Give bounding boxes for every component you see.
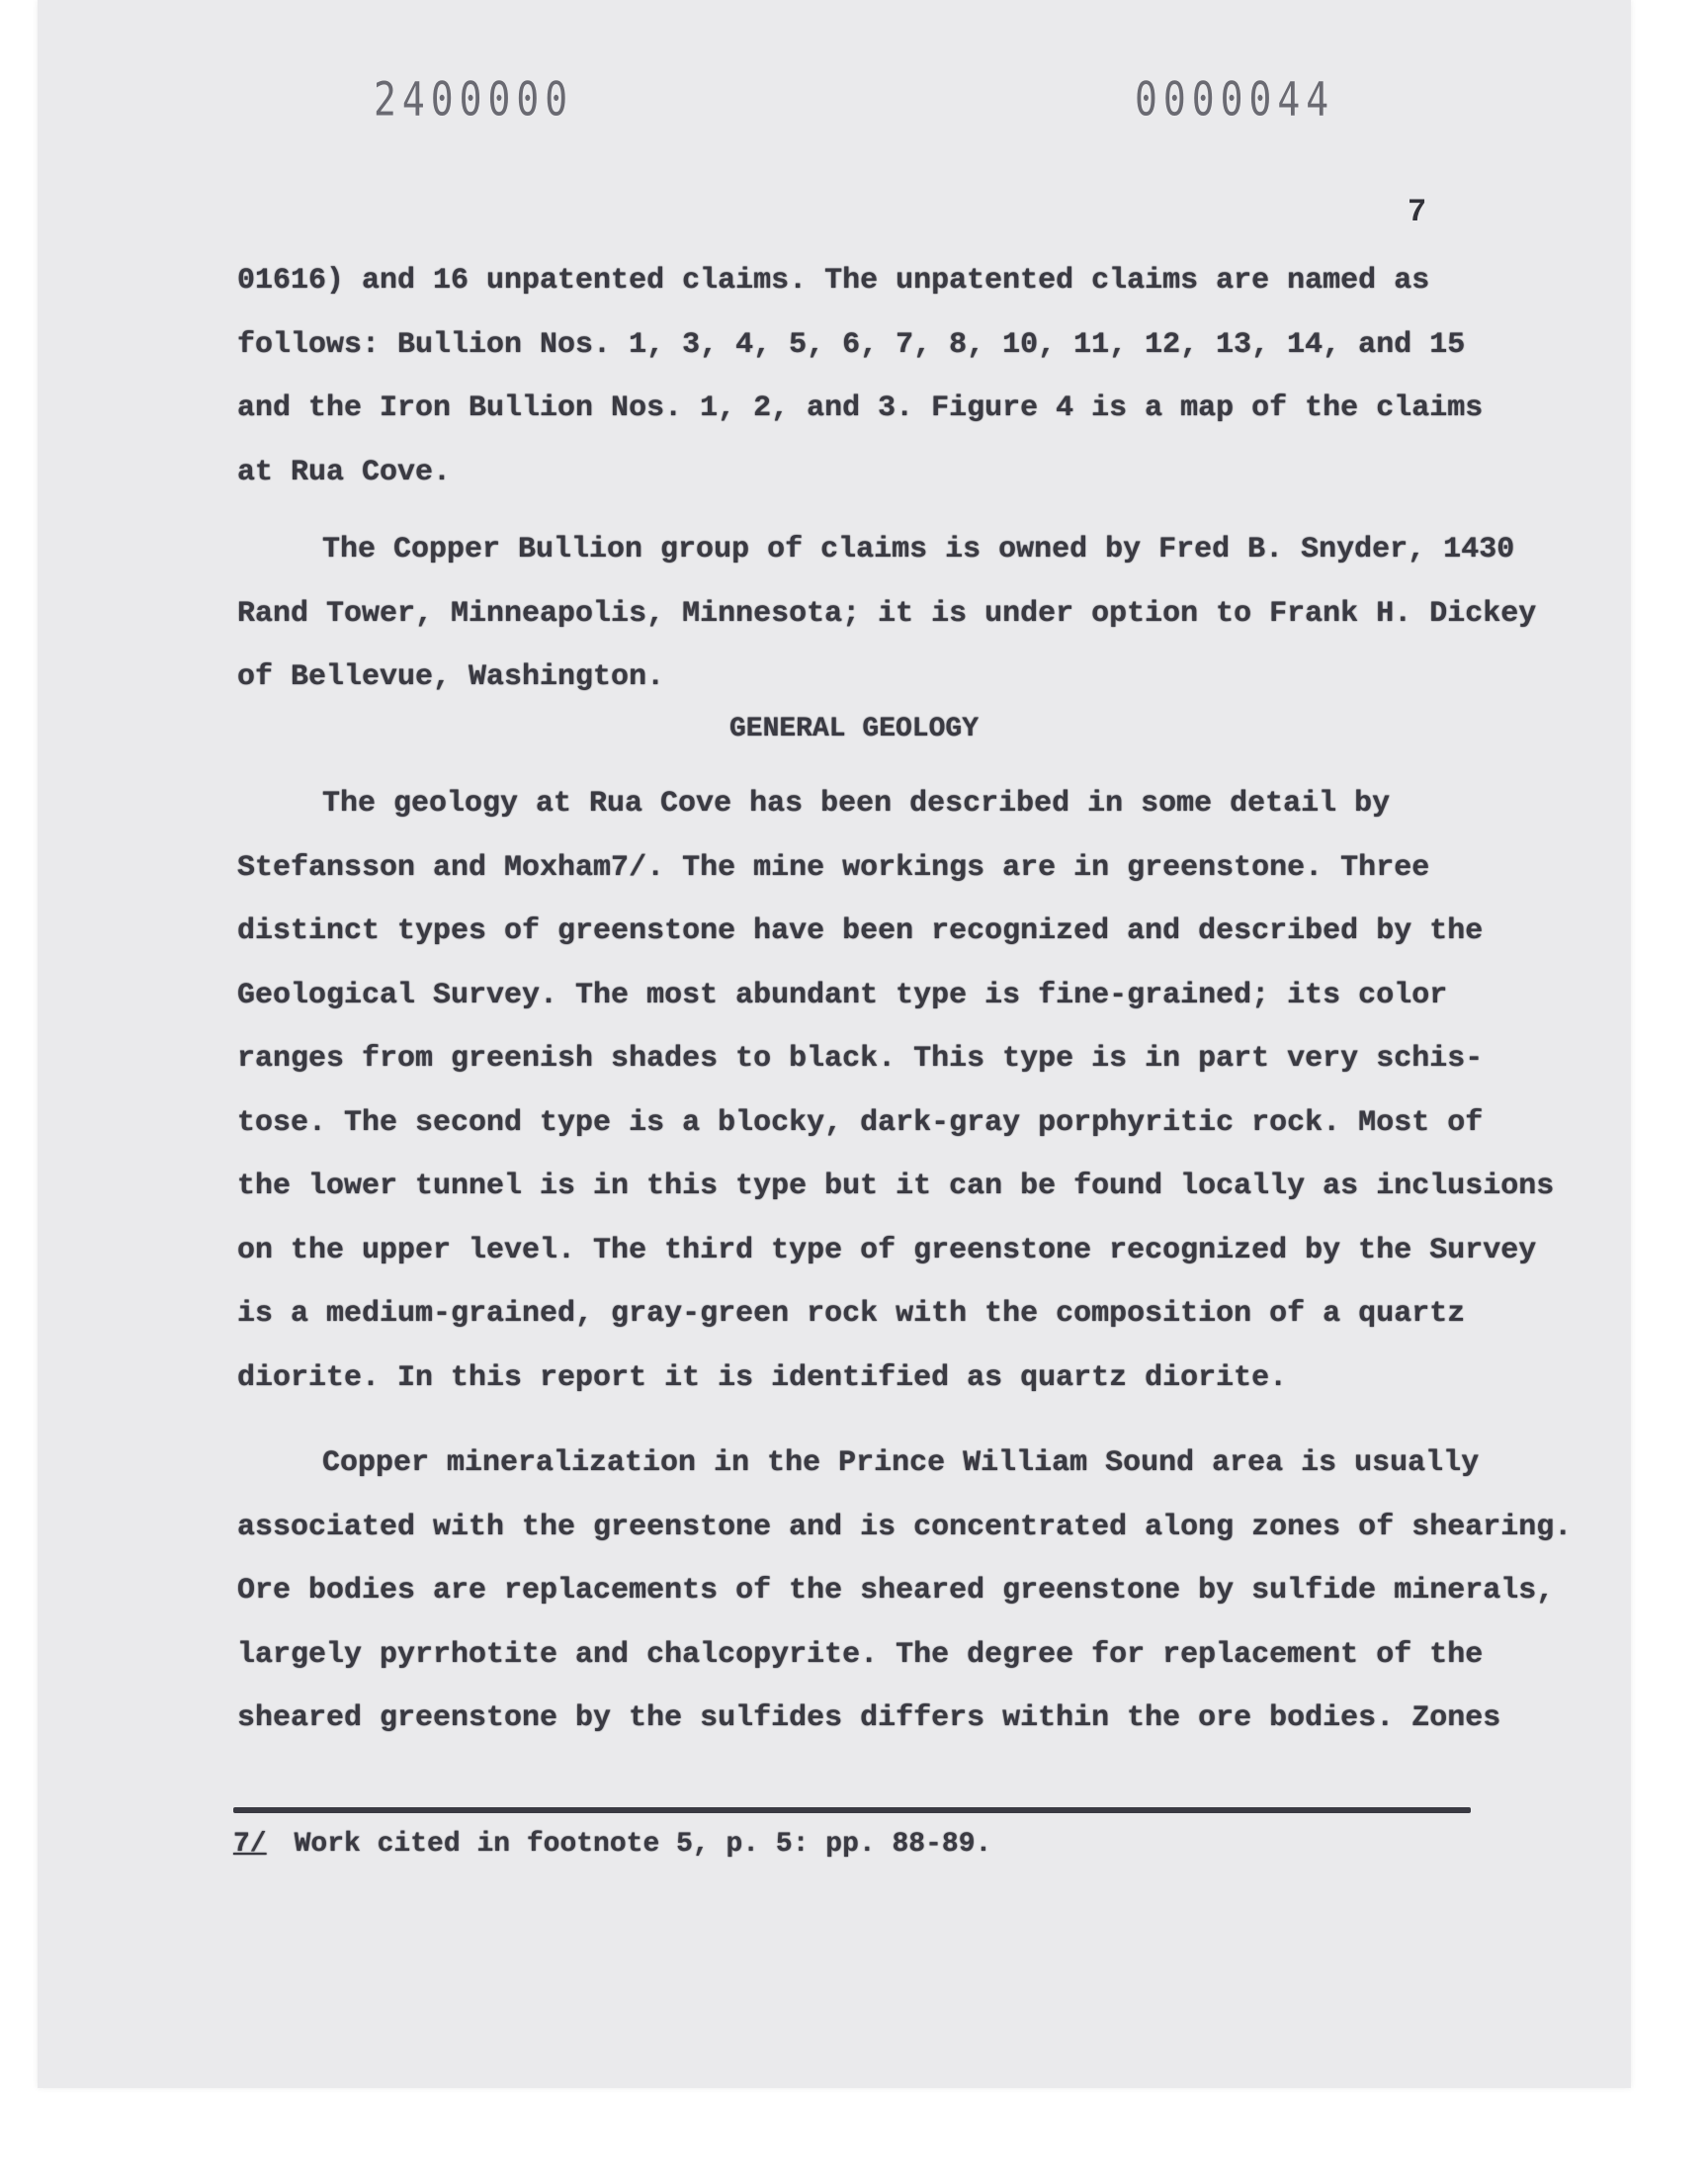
section-heading: GENERAL GEOLOGY <box>728 714 980 744</box>
text-line: and the Iron Bullion Nos. 1, 2, and 3. Figure 4 is a map of the claims <box>237 392 1484 425</box>
paragraph-ownership <box>237 518 1537 710</box>
text-line: the lower tunnel is in this type but it can be found locally as inclusions <box>237 1170 1555 1203</box>
text-line: associated with the greenstone and is concentrated along zones of shearing. <box>237 1510 1573 1544</box>
text-line: Geological Survey. The most abundant type is fine-grained; its color <box>237 978 1448 1012</box>
text-line: largely pyrrhotite and chalcopyrite. The degree for replacement of the <box>237 1637 1484 1672</box>
footnote-marker: 7/ <box>233 1829 267 1860</box>
text-line: Rand Tower, Minneapolis, Minnesota; it is under option to Frank H. Dickey <box>237 596 1537 631</box>
text-line: is a medium-grained, gray-green rock with the composition of a quartz <box>237 1297 1466 1331</box>
text-line: at Rua Cove. <box>237 455 452 489</box>
paragraph-mineralization <box>237 1432 1573 1751</box>
text-line: 01616) and 16 unpatented claims. The unpatented claims are named as <box>237 264 1430 298</box>
text-line: follows: Bullion Nos. 1, 3, 4, 5, 6, 7, 8, 10, 11, 12, 13, 14, and 15 <box>237 327 1466 362</box>
paragraph-geology <box>237 772 1555 1410</box>
footnote <box>233 1829 991 1860</box>
archive-stamp-left: 2400000 <box>374 71 574 127</box>
text-line: distinct types of greenstone have been recognized and described by the <box>237 914 1484 948</box>
text-line: The geology at Rua Cove has been described in some detail by <box>322 787 1391 821</box>
text-line: tose. The second type is a blocky, dark-gray porphyritic rock. Most of <box>237 1105 1484 1140</box>
page-number: 7 <box>1408 194 1427 230</box>
text-line: diorite. In this report it is identified as quartz diorite. <box>237 1360 1288 1395</box>
footnote-divider <box>233 1807 1471 1813</box>
paragraph-claims <box>237 249 1484 504</box>
text-line: The Copper Bullion group of claims is owned by Fred B. Snyder, 1430 <box>322 533 1515 566</box>
text-line: Stefansson and Moxham7/. The mine workings are in greenstone. Three <box>237 850 1430 885</box>
text-line: Ore bodies are replacements of the sheared greenstone by sulfide minerals, <box>237 1574 1555 1608</box>
text-line: Copper mineralization in the Prince William Sound area is usually <box>322 1446 1480 1480</box>
text-line: on the upper level. The third type of greenstone recognized by the Survey <box>237 1233 1537 1267</box>
archive-stamp-right: 0000044 <box>1135 71 1335 127</box>
text-line: ranges from greenish shades to black. This type is in part very schis- <box>237 1042 1484 1076</box>
text-line: of Bellevue, Washington. <box>237 660 665 694</box>
footnote-text: Work cited in footnote 5, p. 5: pp. 88-89. <box>294 1829 992 1860</box>
text-line: sheared greenstone by the sulfides differs within the ore bodies. Zones <box>237 1701 1501 1735</box>
